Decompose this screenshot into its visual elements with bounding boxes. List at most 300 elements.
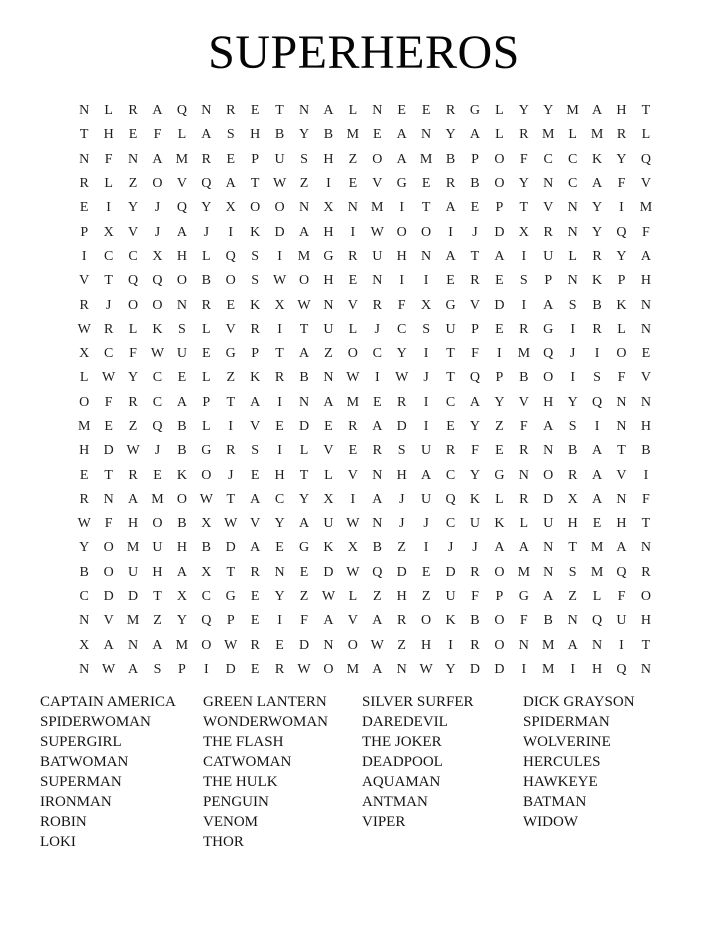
grid-letter: V bbox=[103, 613, 114, 629]
word-list-item: AQUAMAN bbox=[362, 774, 441, 790]
grid-letter: P bbox=[617, 273, 626, 289]
grid-letter: P bbox=[80, 224, 89, 240]
grid-row bbox=[72, 269, 658, 293]
word-list-item: HAWKEYE bbox=[523, 774, 598, 790]
grid-letter: H bbox=[152, 564, 163, 580]
grid-letter: L bbox=[348, 589, 358, 605]
grid-letter: W bbox=[370, 637, 384, 653]
grid-letter: J bbox=[154, 224, 161, 240]
grid-letter: E bbox=[348, 273, 358, 289]
grid-letter: C bbox=[152, 370, 163, 386]
grid-letter: H bbox=[640, 613, 651, 629]
grid-letter: Z bbox=[397, 637, 406, 653]
grid-letter: N bbox=[640, 540, 651, 556]
grid-letter: A bbox=[152, 151, 163, 167]
grid-letter: S bbox=[568, 297, 577, 313]
grid-letter: A bbox=[152, 103, 163, 119]
grid-letter: Q bbox=[592, 613, 603, 629]
grid-letter: A bbox=[201, 127, 212, 143]
grid-letter: H bbox=[543, 394, 554, 410]
grid-letter: W bbox=[77, 321, 91, 337]
grid-letter: E bbox=[153, 467, 162, 483]
grid-letter: R bbox=[201, 297, 211, 313]
grid-letter: M bbox=[542, 127, 555, 143]
grid-letter: D bbox=[225, 540, 236, 556]
grid-letter: R bbox=[445, 443, 456, 459]
grid-letter: S bbox=[153, 661, 162, 677]
grid-letter: L bbox=[568, 127, 577, 143]
grid-row bbox=[72, 488, 658, 512]
grid-letter: C bbox=[128, 248, 138, 264]
grid-letter: J bbox=[472, 540, 478, 556]
grid-letter: A bbox=[543, 589, 554, 605]
grid-letter: B bbox=[519, 370, 529, 386]
grid-letter: Y bbox=[201, 200, 212, 216]
grid-letter: C bbox=[567, 151, 578, 167]
grid-letter: D bbox=[298, 637, 310, 653]
grid-letter: D bbox=[494, 661, 505, 677]
grid-letter: T bbox=[641, 103, 651, 119]
grid-letter: O bbox=[640, 589, 651, 605]
grid-letter: F bbox=[471, 589, 479, 605]
grid-letter: G bbox=[323, 248, 334, 264]
grid-letter: Z bbox=[348, 151, 358, 167]
grid-letter: I bbox=[594, 419, 600, 434]
grid-letter: R bbox=[519, 127, 529, 143]
grid-letter: M bbox=[517, 564, 531, 580]
grid-letter: C bbox=[445, 467, 456, 483]
grid-letter: O bbox=[201, 467, 212, 483]
grid-letter: P bbox=[471, 151, 479, 167]
grid-letter: Q bbox=[445, 491, 456, 507]
grid-letter: V bbox=[250, 419, 261, 434]
grid-letter: L bbox=[568, 248, 577, 264]
grid-letter: W bbox=[395, 370, 409, 386]
grid-letter: H bbox=[396, 467, 407, 483]
grid-letter: I bbox=[570, 370, 575, 386]
grid-letter: A bbox=[469, 394, 481, 410]
grid-letter: Y bbox=[176, 613, 187, 629]
grid-letter: Q bbox=[176, 200, 187, 216]
grid-letter: Y bbox=[445, 661, 456, 677]
word-list-item: THE JOKER bbox=[362, 734, 442, 750]
grid-letter: V bbox=[616, 467, 627, 483]
grid-letter: O bbox=[225, 273, 236, 289]
grid-letter: N bbox=[372, 516, 383, 532]
grid-letter: V bbox=[469, 297, 481, 313]
grid-letter: F bbox=[617, 176, 626, 192]
grid-letter: N bbox=[79, 613, 90, 629]
grid-letter: R bbox=[348, 248, 358, 264]
grid-letter: P bbox=[202, 394, 211, 410]
word-list-item: WONDERWOMAN bbox=[203, 714, 328, 730]
grid-letter: A bbox=[494, 248, 505, 264]
grid-letter: Q bbox=[616, 564, 627, 580]
grid-letter: M bbox=[126, 613, 140, 629]
grid-letter: J bbox=[569, 346, 576, 362]
grid-letter: S bbox=[519, 273, 528, 289]
grid-letter: R bbox=[519, 321, 529, 337]
grid-letter: S bbox=[593, 370, 601, 386]
grid-letter: T bbox=[153, 589, 162, 605]
grid-letter: R bbox=[445, 103, 456, 119]
grid-letter: X bbox=[518, 224, 529, 240]
word-list-column bbox=[203, 692, 328, 852]
grid-letter: R bbox=[445, 176, 456, 192]
grid-letter: B bbox=[592, 297, 602, 313]
grid-letter: C bbox=[445, 516, 456, 532]
grid-letter: T bbox=[446, 346, 455, 362]
grid-letter: F bbox=[519, 151, 528, 167]
grid-row bbox=[72, 293, 658, 317]
grid-letter: N bbox=[79, 151, 90, 167]
grid-letter: I bbox=[423, 419, 429, 434]
grid-letter: J bbox=[472, 224, 478, 240]
grid-letter: M bbox=[590, 127, 604, 143]
grid-letter: G bbox=[469, 103, 481, 119]
grid-letter: E bbox=[348, 176, 358, 192]
grid-letter: U bbox=[421, 491, 432, 507]
grid-letter: S bbox=[251, 273, 260, 289]
grid-letter: O bbox=[347, 346, 358, 362]
grid-letter: G bbox=[396, 176, 407, 192]
grid-row bbox=[72, 123, 658, 147]
grid-letter: H bbox=[323, 273, 334, 289]
grid-letter: U bbox=[445, 321, 456, 337]
grid-letter: F bbox=[300, 613, 308, 629]
grid-letter: L bbox=[128, 321, 138, 337]
grid-row bbox=[72, 439, 658, 463]
grid-letter: O bbox=[421, 613, 432, 629]
grid-letter: N bbox=[640, 394, 651, 410]
grid-letter: I bbox=[521, 661, 527, 677]
grid-letter: N bbox=[592, 637, 603, 653]
grid-letter: M bbox=[590, 540, 604, 556]
grid-letter: I bbox=[448, 224, 453, 240]
grid-letter: A bbox=[176, 394, 187, 410]
grid-letter: X bbox=[421, 297, 432, 313]
grid-letter: I bbox=[277, 443, 282, 459]
grid-letter: E bbox=[421, 564, 431, 580]
word-list-column bbox=[362, 692, 474, 832]
grid-letter: T bbox=[226, 564, 236, 580]
grid-letter: I bbox=[423, 540, 429, 556]
grid-letter: C bbox=[103, 248, 114, 264]
grid-letter: N bbox=[640, 661, 651, 677]
grid-letter: O bbox=[616, 346, 627, 362]
grid-letter: F bbox=[519, 613, 528, 629]
grid-letter: H bbox=[103, 127, 114, 143]
grid-letter: E bbox=[299, 564, 309, 580]
grid-letter: Q bbox=[616, 224, 627, 240]
word-list-item: SPIDERWOMAN bbox=[40, 714, 151, 730]
grid-letter: R bbox=[226, 443, 236, 459]
grid-letter: W bbox=[370, 224, 384, 240]
grid-letter: R bbox=[128, 467, 138, 483]
grid-letter: C bbox=[445, 394, 456, 410]
grid-letter: A bbox=[176, 564, 187, 580]
grid-letter: T bbox=[519, 200, 529, 216]
word-list-item: SUPERMAN bbox=[40, 774, 122, 790]
grid-letter: S bbox=[568, 564, 577, 580]
grid-letter: B bbox=[79, 564, 89, 580]
grid-letter: N bbox=[543, 443, 554, 459]
grid-letter: U bbox=[323, 516, 334, 532]
grid-letter: N bbox=[372, 467, 383, 483]
grid-letter: R bbox=[470, 564, 480, 580]
grid-letter: A bbox=[592, 176, 603, 192]
grid-letter: N bbox=[79, 103, 90, 119]
grid-letter: E bbox=[79, 467, 89, 483]
grid-letter: G bbox=[543, 321, 554, 337]
grid-letter: X bbox=[103, 224, 114, 240]
grid-letter: D bbox=[323, 564, 334, 580]
word-list-item: PENGUIN bbox=[203, 794, 269, 810]
grid-row bbox=[72, 512, 658, 536]
grid-letter: Q bbox=[592, 394, 603, 410]
grid-letter: I bbox=[228, 224, 234, 240]
grid-row bbox=[72, 634, 658, 658]
grid-row bbox=[72, 196, 658, 220]
grid-letter: N bbox=[298, 200, 310, 216]
grid-letter: N bbox=[640, 297, 651, 313]
grid-letter: T bbox=[104, 467, 113, 483]
grid-letter: X bbox=[79, 346, 90, 362]
grid-letter: T bbox=[641, 637, 651, 653]
grid-letter: U bbox=[372, 248, 383, 264]
grid-letter: P bbox=[226, 613, 235, 629]
grid-letter: N bbox=[421, 127, 432, 143]
grid-letter: I bbox=[448, 637, 453, 653]
grid-letter: L bbox=[495, 127, 504, 143]
grid-row bbox=[72, 366, 658, 390]
grid-letter: H bbox=[616, 516, 627, 532]
grid-letter: T bbox=[250, 176, 260, 192]
grid-letter: Z bbox=[372, 589, 382, 605]
grid-letter: H bbox=[79, 443, 90, 459]
grid-letter: R bbox=[372, 297, 382, 313]
grid-letter: L bbox=[79, 370, 89, 386]
grid-letter: S bbox=[251, 248, 260, 264]
grid-letter: M bbox=[542, 637, 555, 653]
grid-letter: N bbox=[421, 248, 432, 264]
grid-letter: Z bbox=[568, 589, 577, 605]
grid-letter: I bbox=[570, 661, 575, 677]
grid-row bbox=[72, 245, 658, 269]
grid-letter: N bbox=[323, 637, 334, 653]
grid-row bbox=[72, 585, 658, 609]
grid-letter: C bbox=[103, 346, 114, 362]
grid-letter: F bbox=[397, 297, 406, 313]
grid-letter: A bbox=[323, 103, 334, 119]
grid-letter: X bbox=[274, 297, 285, 313]
grid-letter: R bbox=[397, 394, 407, 410]
grid-letter: R bbox=[103, 321, 114, 337]
grid-letter: G bbox=[298, 540, 310, 556]
word-list-item: SPIDERMAN bbox=[523, 714, 610, 730]
grid-letter: E bbox=[250, 661, 260, 677]
grid-letter: I bbox=[81, 248, 87, 264]
grid-letter: V bbox=[543, 200, 554, 216]
grid-letter: A bbox=[250, 394, 261, 410]
grid-letter: A bbox=[592, 491, 603, 507]
word-list-item: SUPERGIRL bbox=[40, 734, 122, 750]
grid-letter: O bbox=[494, 613, 505, 629]
grid-letter: T bbox=[275, 346, 284, 362]
grid-letter: A bbox=[518, 540, 529, 556]
grid-letter: R bbox=[128, 103, 138, 119]
grid-letter: J bbox=[105, 297, 112, 313]
grid-letter: K bbox=[250, 370, 261, 386]
grid-letter: Y bbox=[79, 540, 90, 556]
grid-letter: R bbox=[250, 637, 260, 653]
grid-letter: E bbox=[495, 273, 504, 289]
grid-letter: N bbox=[543, 176, 554, 192]
grid-letter: K bbox=[592, 273, 603, 289]
grid-letter: U bbox=[543, 516, 554, 532]
grid-letter: E bbox=[250, 467, 260, 483]
grid-letter: K bbox=[323, 540, 334, 556]
grid-letter: T bbox=[446, 370, 455, 386]
grid-letter: E bbox=[495, 321, 504, 337]
grid-letter: R bbox=[274, 661, 285, 677]
grid-letter: R bbox=[397, 613, 407, 629]
grid-letter: Y bbox=[127, 200, 139, 216]
grid-letter: N bbox=[176, 297, 187, 313]
grid-letter: R bbox=[79, 176, 89, 192]
grid-letter: O bbox=[152, 516, 163, 532]
grid-letter: X bbox=[347, 540, 358, 556]
grid-letter: E bbox=[397, 103, 406, 119]
grid-letter: N bbox=[347, 200, 358, 216]
grid-row bbox=[72, 391, 658, 415]
grid-row bbox=[72, 172, 658, 196]
grid-letter: R bbox=[567, 467, 578, 483]
grid-letter: B bbox=[372, 540, 382, 556]
grid-letter: W bbox=[321, 589, 336, 605]
grid-letter: G bbox=[518, 589, 529, 605]
grid-letter: S bbox=[251, 443, 260, 459]
grid-letter: A bbox=[372, 613, 383, 629]
grid-letter: I bbox=[228, 419, 234, 434]
grid-letter: H bbox=[592, 661, 603, 677]
grid-letter: N bbox=[298, 103, 310, 119]
grid-letter: N bbox=[616, 419, 627, 434]
grid-letter: M bbox=[151, 491, 164, 507]
grid-letter: Z bbox=[128, 419, 138, 434]
grid-letter: Q bbox=[616, 661, 627, 677]
grid-letter: A bbox=[298, 224, 310, 240]
grid-letter: T bbox=[104, 273, 113, 289]
grid-letter: F bbox=[642, 491, 650, 507]
grid-letter: C bbox=[274, 491, 285, 507]
grid-letter: D bbox=[103, 589, 114, 605]
grid-letter: O bbox=[103, 564, 114, 580]
grid-letter: M bbox=[542, 661, 555, 677]
grid-letter: X bbox=[176, 589, 187, 605]
grid-letter: M bbox=[346, 661, 360, 677]
word-list-item: BATWOMAN bbox=[40, 754, 129, 770]
grid-letter: K bbox=[445, 613, 456, 629]
grid-letter: P bbox=[495, 200, 504, 216]
grid-letter: R bbox=[470, 637, 480, 653]
grid-letter: L bbox=[104, 103, 113, 119]
grid-letter: H bbox=[323, 151, 334, 167]
grid-letter: N bbox=[323, 370, 334, 386]
grid-letter: B bbox=[323, 127, 334, 143]
grid-letter: Q bbox=[201, 176, 212, 192]
grid-letter: A bbox=[225, 176, 236, 192]
grid-letter: Z bbox=[299, 176, 309, 192]
grid-letter: Q bbox=[127, 273, 139, 289]
grid-letter: T bbox=[275, 103, 284, 119]
word-list bbox=[0, 692, 728, 922]
grid-letter: Q bbox=[640, 151, 651, 167]
grid-letter: B bbox=[177, 419, 187, 434]
grid-letter: E bbox=[250, 103, 260, 119]
grid-letter: O bbox=[127, 297, 139, 313]
grid-letter: R bbox=[128, 394, 138, 410]
grid-letter: L bbox=[495, 491, 504, 507]
grid-letter: Z bbox=[421, 589, 431, 605]
grid-letter: R bbox=[592, 248, 602, 264]
grid-letter: T bbox=[226, 394, 236, 410]
grid-letter: A bbox=[176, 224, 187, 240]
grid-letter: H bbox=[616, 103, 627, 119]
grid-letter: L bbox=[324, 467, 333, 483]
grid-letter: N bbox=[201, 103, 212, 119]
grid-letter: E bbox=[250, 589, 260, 605]
grid-letter: R bbox=[250, 564, 260, 580]
grid-letter: Y bbox=[445, 127, 456, 143]
grid-letter: Y bbox=[518, 176, 529, 192]
grid-letter: L bbox=[177, 127, 187, 143]
word-list-item: LOKI bbox=[40, 834, 76, 850]
grid-letter: O bbox=[347, 637, 358, 653]
grid-letter: K bbox=[176, 467, 187, 483]
grid-row bbox=[72, 220, 658, 244]
grid-letter: I bbox=[643, 467, 649, 483]
grid-letter: B bbox=[177, 516, 187, 532]
grid-letter: H bbox=[274, 467, 285, 483]
grid-letter: A bbox=[250, 491, 261, 507]
grid-letter: Y bbox=[616, 151, 627, 167]
grid-letter: H bbox=[421, 637, 432, 653]
grid-letter: T bbox=[617, 443, 626, 459]
grid-letter: A bbox=[298, 346, 310, 362]
grid-row bbox=[72, 318, 658, 342]
grid-letter: Q bbox=[201, 613, 212, 629]
grid-letter: R bbox=[79, 491, 89, 507]
grid-letter: N bbox=[567, 273, 578, 289]
grid-letter: I bbox=[399, 273, 405, 289]
grid-letter: U bbox=[616, 613, 627, 629]
grid-letter: H bbox=[640, 273, 651, 289]
grid-letter: D bbox=[225, 661, 236, 677]
grid-letter: R bbox=[348, 419, 358, 434]
word-list-item: SILVER SURFER bbox=[362, 694, 474, 710]
grid-letter: E bbox=[592, 516, 602, 532]
grid-letter: U bbox=[127, 564, 139, 580]
grid-letter: Z bbox=[495, 419, 504, 434]
grid-row bbox=[72, 658, 658, 682]
grid-letter: L bbox=[592, 589, 602, 605]
grid-letter: M bbox=[419, 151, 433, 167]
grid-letter: T bbox=[470, 248, 480, 264]
grid-letter: O bbox=[201, 637, 212, 653]
grid-letter: P bbox=[544, 273, 553, 289]
grid-letter: O bbox=[372, 151, 383, 167]
